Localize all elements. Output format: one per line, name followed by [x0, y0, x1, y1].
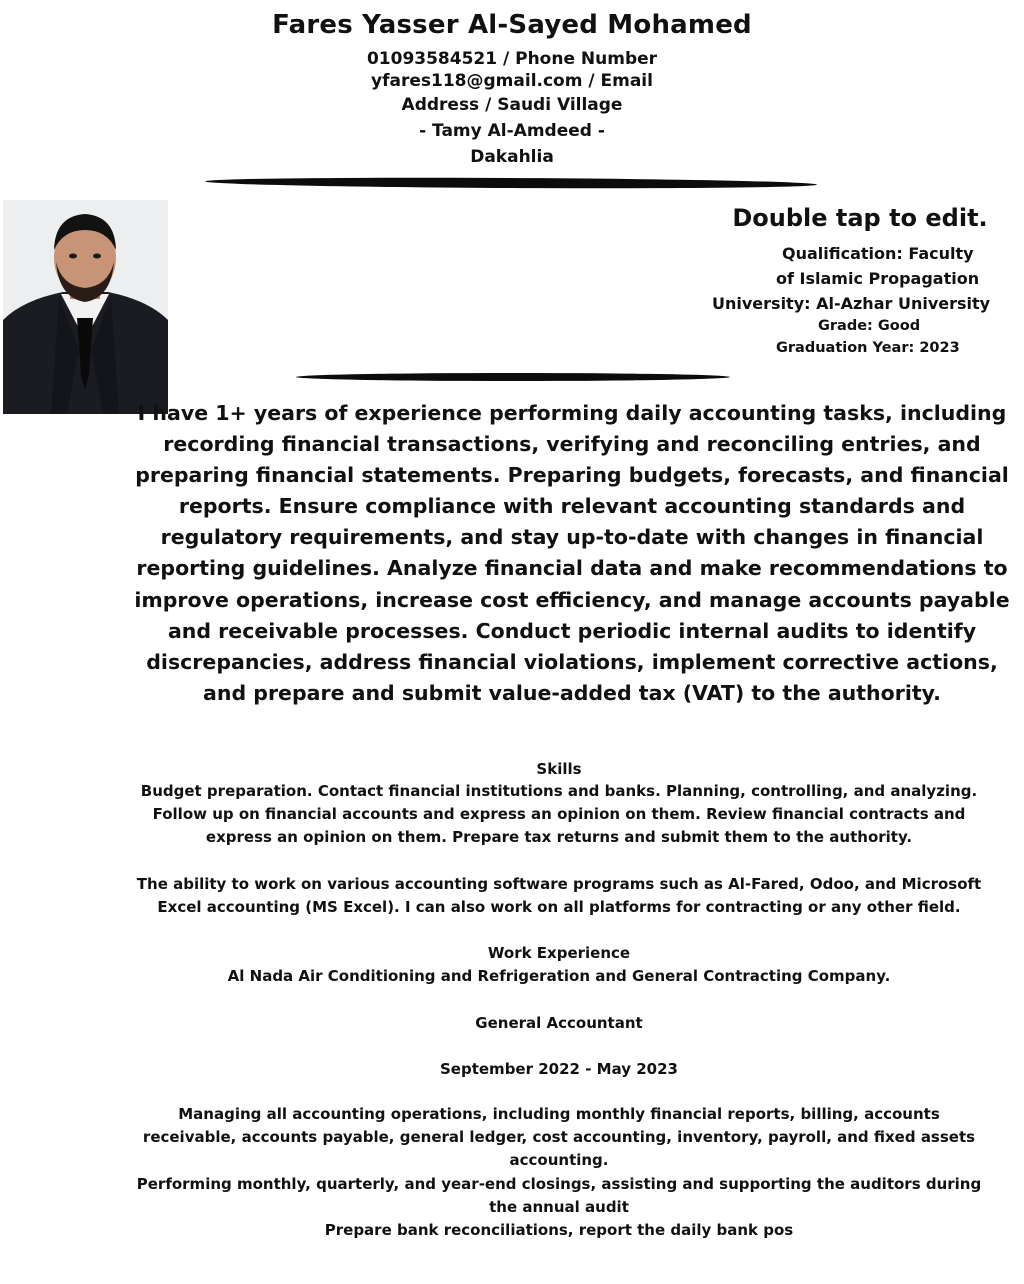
graduation-year: Graduation Year: 2023 [776, 340, 960, 356]
qualification-line-2: of Islamic Propagation [776, 269, 980, 288]
experience-summary: I have 1+ years of experience performing daily accounting tasks, including recording financial transactions, verifying and reconciling entries, and preparing financial statements. Preparing budgets, forecasts, and financial reports. Ensure compliance with relevant accounting standards and regulatory requirements, and stay up-to-date with changes in financial reporting guidelines. Analyze financial data and make recommendations to improve operations, increase cost efficiency, and manage accounts payable and receivable processes. Conduct periodic internal audits to identify discrepancies, address financial violations, implement corrective actions, and prepare and submit value-added tax (VAT) to the authority. [134, 401, 1010, 705]
edit-hint[interactable]: Double tap to edit. [732, 204, 988, 232]
profile-photo [3, 200, 168, 414]
qualification-line-1: Qualification: Faculty [782, 244, 974, 263]
brush-divider-bottom [296, 373, 730, 381]
email-line: yfares118@gmail.com / Email [371, 71, 653, 91]
address-line-2: - Tamy Al-Amdeed - [419, 121, 605, 141]
duty-bank-reconciliations: Prepare bank reconciliations, report the daily bank pos [324, 1221, 794, 1239]
job-title: General Accountant [475, 1014, 643, 1032]
skills-heading: Skills [536, 760, 582, 778]
duty-closings-audit: Performing monthly, quarterly, and year-end closings, assisting and supporting the auditors during the annual audit [136, 1175, 982, 1217]
job-dates: September 2022 - May 2023 [440, 1060, 678, 1078]
work-experience-heading: Work Experience [487, 944, 631, 962]
skills-text: Budget preparation. Contact financial institutions and banks. Planning, controlling, and analyzing. Follow up on financial accounts and express an opinion on them. Review financial contracts and express an opinion on them. Prepare tax returns and submit them to the authority. [140, 782, 978, 847]
duty-accounting-operations: Managing all accounting operations, including monthly financial reports, billing, accounts receivable, accounts payable, general ledger, cost accounting, inventory, payroll, and fixed assets accounting. [142, 1105, 976, 1170]
grade: Grade: Good [818, 318, 921, 334]
address-line-3: Dakahlia [470, 147, 554, 167]
software-skills-text: The ability to work on various accounting software programs such as Al-Fared, Odoo, and Microsoft Excel accounting (MS Excel). I can also work on all platforms for contracting or any other field. [136, 875, 982, 917]
address-line-1: Address / Saudi Village [401, 95, 623, 115]
candidate-name: Fares Yasser Al-Sayed Mohamed [272, 10, 752, 40]
profile-photo-illustration [3, 200, 168, 414]
phone-line: 01093584521 / Phone Number [366, 49, 658, 69]
company-name: Al Nada Air Conditioning and Refrigeration and General Contracting Company. [227, 967, 891, 985]
brush-divider-top [205, 176, 817, 189]
university: University: Al-Azhar University [712, 294, 991, 313]
